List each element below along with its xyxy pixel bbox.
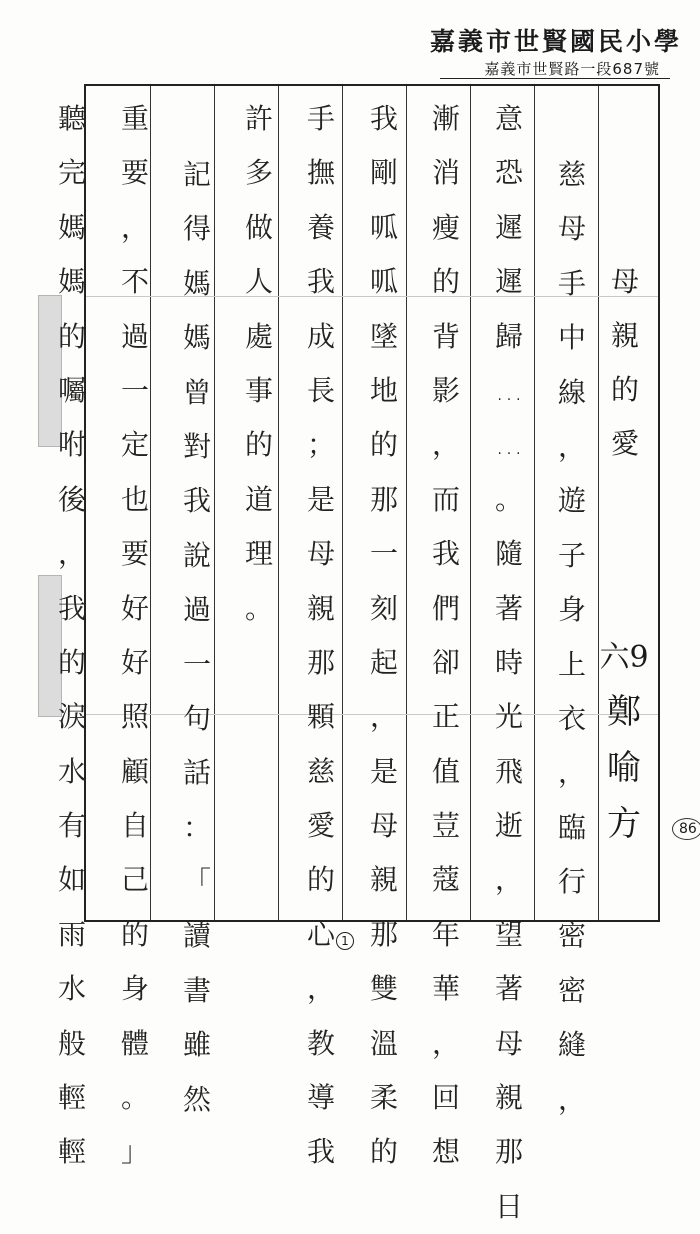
essay-character: 飛 bbox=[494, 754, 523, 788]
essay-character: 我 bbox=[431, 537, 460, 571]
essay-character: 日 bbox=[494, 1189, 523, 1223]
essay-character: … bbox=[495, 373, 523, 407]
essay-character: 過 bbox=[182, 593, 211, 627]
essay-character: 。 bbox=[244, 591, 273, 625]
essay-character: 們 bbox=[431, 591, 460, 625]
header-rule bbox=[440, 78, 670, 79]
essay-character: 瘦 bbox=[431, 210, 460, 244]
essay-character: 輕 bbox=[57, 1135, 86, 1169]
essay-character: 我 bbox=[57, 591, 86, 625]
essay-character: 那 bbox=[494, 1135, 523, 1169]
essay-character: 起 bbox=[369, 645, 398, 679]
essay-character: 人 bbox=[244, 265, 273, 299]
essay-character: 回 bbox=[431, 1081, 460, 1115]
essay-character: 媽 bbox=[182, 321, 211, 355]
class-label: 六9 bbox=[599, 640, 649, 675]
essay-character: 定 bbox=[120, 428, 149, 462]
essay-character: 一 bbox=[120, 373, 149, 407]
essay-character: 親 bbox=[369, 863, 398, 897]
essay-character: 衣 bbox=[557, 701, 586, 735]
essay-character: 的 bbox=[57, 645, 86, 679]
essay-character: 慈 bbox=[557, 158, 586, 191]
essay-character: 我 bbox=[182, 484, 211, 518]
essay-character: 許 bbox=[244, 102, 273, 135]
essay-character: ： bbox=[182, 810, 211, 844]
author-character: 鄭 bbox=[607, 692, 641, 732]
essay-character: 華 bbox=[431, 972, 460, 1006]
essay-character: 重 bbox=[120, 102, 149, 135]
essay-character: 遲 bbox=[494, 210, 523, 244]
essay-character: 多 bbox=[244, 156, 273, 190]
essay-character: 臨 bbox=[557, 810, 586, 844]
essay-character: 養 bbox=[306, 210, 335, 244]
essay-character: 呱 bbox=[369, 210, 398, 244]
essay-column bbox=[48, 92, 96, 1180]
essay-character: 照 bbox=[120, 700, 149, 734]
essay-character: 」 bbox=[120, 1135, 149, 1169]
essay-character: 撫 bbox=[306, 156, 335, 190]
essay-character: 的 bbox=[369, 1135, 398, 1169]
essay-character: 時 bbox=[494, 645, 523, 679]
essay-character: 正 bbox=[431, 700, 460, 734]
essay-character: 處 bbox=[244, 319, 273, 353]
essay-column bbox=[111, 92, 159, 1180]
essay-character: 母 bbox=[369, 809, 398, 843]
margin-note: 86 bbox=[672, 818, 700, 840]
essay-character: 著 bbox=[494, 972, 523, 1006]
essay-character: 柔 bbox=[369, 1081, 398, 1115]
essay-character: 上 bbox=[557, 647, 586, 681]
essay-character: 完 bbox=[57, 156, 86, 190]
essay-character: 縫 bbox=[557, 1028, 586, 1062]
essay-character: 事 bbox=[244, 373, 273, 407]
essay-character: ， bbox=[494, 863, 523, 897]
essay-character: 成 bbox=[306, 319, 335, 353]
essay-character: 我 bbox=[369, 102, 398, 135]
essay-character: 一 bbox=[369, 537, 398, 571]
essay-character: 的 bbox=[120, 917, 149, 951]
essay-character: 值 bbox=[431, 754, 460, 788]
essay-character: ， bbox=[431, 428, 460, 462]
essay-character: 媽 bbox=[57, 265, 86, 299]
essay-character: 記 bbox=[182, 158, 211, 191]
essay-character: 愛 bbox=[306, 809, 335, 843]
essay-character: 密 bbox=[557, 919, 586, 953]
school-header-title: 嘉義市世賢國民小學 bbox=[429, 27, 682, 56]
essay-character: 消 bbox=[431, 156, 460, 190]
essay-character: 的 bbox=[244, 428, 273, 462]
essay-character: ， bbox=[557, 1082, 586, 1116]
essay-character: 那 bbox=[369, 482, 398, 516]
essay-character: 書 bbox=[182, 973, 211, 1007]
essay-character: 慈 bbox=[306, 754, 335, 788]
essay-character: 的 bbox=[369, 428, 398, 462]
essay-character: 有 bbox=[57, 809, 86, 843]
essay-character: 想 bbox=[431, 1135, 460, 1169]
essay-column bbox=[360, 92, 408, 1180]
essay-character: 漸 bbox=[431, 102, 460, 135]
essay-character: 好 bbox=[120, 645, 149, 679]
title-character: 愛 bbox=[610, 427, 639, 460]
essay-character: ， bbox=[306, 972, 335, 1006]
essay-character: ， bbox=[369, 700, 398, 734]
essay-character: ， bbox=[120, 210, 149, 244]
essay-character: 聽 bbox=[57, 102, 86, 135]
essay-character: 要 bbox=[120, 156, 149, 190]
title-character: 親 bbox=[610, 319, 639, 352]
essay-character: 的 bbox=[306, 863, 335, 897]
essay-character: 長 bbox=[306, 373, 335, 407]
essay-character: 荳 bbox=[431, 809, 460, 843]
essay-character: 子 bbox=[557, 538, 586, 572]
essay-character: 曾 bbox=[182, 375, 211, 409]
essay-character: 親 bbox=[494, 1081, 523, 1115]
essay-character: ， bbox=[557, 756, 586, 790]
essay-character: 得 bbox=[182, 212, 211, 246]
essay-character: 體 bbox=[120, 1026, 149, 1060]
essay-character: 做 bbox=[244, 210, 273, 244]
essay-character: ， bbox=[557, 429, 586, 463]
essay-character: 輕 bbox=[57, 1081, 86, 1115]
essay-character: 囑 bbox=[57, 373, 86, 407]
essay-character: 望 bbox=[494, 917, 523, 951]
essay-character: 影 bbox=[431, 373, 460, 407]
essay-character: 身 bbox=[120, 972, 149, 1006]
essay-character: 密 bbox=[557, 973, 586, 1007]
essay-character: 不 bbox=[120, 265, 149, 299]
essay-character: 後 bbox=[57, 482, 86, 516]
essay-character: 好 bbox=[120, 591, 149, 625]
essay-character: 光 bbox=[494, 700, 523, 734]
essay-character: 己 bbox=[120, 863, 149, 897]
essay-character: 淚 bbox=[57, 700, 86, 734]
essay-character: 說 bbox=[182, 538, 211, 572]
essay-title-column bbox=[601, 255, 649, 471]
essay-character: 線 bbox=[557, 375, 586, 409]
essay-character: 母 bbox=[557, 212, 586, 246]
essay-character: 要 bbox=[120, 537, 149, 571]
essay-character: 對 bbox=[182, 429, 211, 463]
essay-character: 。 bbox=[120, 1081, 149, 1115]
essay-character: 剛 bbox=[369, 156, 398, 190]
grid-column-line bbox=[534, 86, 535, 920]
essay-character: 呱 bbox=[369, 265, 398, 299]
author-character: 方 bbox=[607, 804, 641, 844]
essay-character: 手 bbox=[306, 102, 335, 135]
essay-character: 雖 bbox=[182, 1028, 211, 1062]
essay-character: 那 bbox=[369, 917, 398, 951]
essay-character: 是 bbox=[306, 482, 335, 516]
essay-character: 隨 bbox=[494, 537, 523, 571]
class-author-column bbox=[596, 632, 652, 852]
author-character: 喻 bbox=[607, 748, 641, 788]
essay-column bbox=[173, 148, 221, 1127]
essay-character: 水 bbox=[57, 754, 86, 788]
essay-character: … bbox=[495, 428, 523, 462]
essay-character: 地 bbox=[369, 373, 398, 407]
essay-character: 手 bbox=[557, 266, 586, 300]
essay-character: 顆 bbox=[306, 700, 335, 734]
title-character: 的 bbox=[610, 373, 639, 406]
essay-character: 那 bbox=[306, 645, 335, 679]
essay-column bbox=[235, 92, 283, 636]
essay-character: 我 bbox=[306, 265, 335, 299]
essay-character: 句 bbox=[182, 701, 211, 735]
essay-character: 意 bbox=[494, 102, 523, 135]
author-name bbox=[607, 684, 641, 852]
essay-character: 我 bbox=[306, 1135, 335, 1169]
grid-column-line bbox=[470, 86, 471, 920]
essay-character: 水 bbox=[57, 972, 86, 1006]
essay-character: 著 bbox=[494, 591, 523, 625]
essay-character: 道 bbox=[244, 482, 273, 516]
essay-character: 遊 bbox=[557, 484, 586, 518]
essay-character: 讀 bbox=[182, 919, 211, 953]
essay-character: 也 bbox=[120, 482, 149, 516]
essay-character: 理 bbox=[244, 537, 273, 571]
essay-character: 行 bbox=[557, 865, 586, 899]
essay-character: ， bbox=[431, 1026, 460, 1060]
essay-character: 教 bbox=[306, 1026, 335, 1060]
essay-character: 中 bbox=[557, 321, 586, 355]
essay-character: 歸 bbox=[494, 319, 523, 353]
essay-character: 顧 bbox=[120, 754, 149, 788]
essay-character: 然 bbox=[182, 1082, 211, 1116]
essay-character: 咐 bbox=[57, 428, 86, 462]
school-address: 嘉義市世賢路一段687號 bbox=[484, 60, 660, 78]
essay-character: 墜 bbox=[369, 319, 398, 353]
essay-character: 卻 bbox=[431, 645, 460, 679]
page-number: 1 bbox=[336, 932, 354, 950]
title-character: 母 bbox=[610, 265, 639, 298]
essay-character: 過 bbox=[120, 319, 149, 353]
essay-column bbox=[422, 92, 470, 1180]
essay-character: 母 bbox=[306, 537, 335, 571]
essay-column bbox=[297, 92, 345, 1180]
essay-character: 溫 bbox=[369, 1026, 398, 1060]
essay-character: 自 bbox=[120, 809, 149, 843]
essay-character: 親 bbox=[306, 591, 335, 625]
essay-character: 背 bbox=[431, 319, 460, 353]
essay-character: 年 bbox=[431, 917, 460, 951]
essay-character: 般 bbox=[57, 1026, 86, 1060]
essay-character: 蔻 bbox=[431, 863, 460, 897]
essay-character: ， bbox=[57, 537, 86, 571]
essay-character: 。 bbox=[494, 482, 523, 516]
essay-character: 的 bbox=[431, 265, 460, 299]
essay-character: 遲 bbox=[494, 265, 523, 299]
essay-character: 如 bbox=[57, 863, 86, 897]
essay-character: 的 bbox=[57, 319, 86, 353]
essay-character: 刻 bbox=[369, 591, 398, 625]
essay-column bbox=[485, 92, 533, 1234]
essay-character: ； bbox=[306, 428, 335, 462]
essay-character: 話 bbox=[182, 756, 211, 790]
essay-character: 是 bbox=[369, 754, 398, 788]
essay-character: 逝 bbox=[494, 809, 523, 843]
essay-character: 身 bbox=[557, 593, 586, 627]
essay-character: 雙 bbox=[369, 972, 398, 1006]
essay-character: 恐 bbox=[494, 156, 523, 190]
essay-character: 媽 bbox=[182, 266, 211, 300]
essay-character: 導 bbox=[306, 1081, 335, 1115]
essay-character: 一 bbox=[182, 647, 211, 681]
essay-character: 母 bbox=[494, 1026, 523, 1060]
essay-character: 雨 bbox=[57, 917, 86, 951]
essay-character: 心 bbox=[306, 917, 335, 951]
essay-column bbox=[548, 148, 596, 1127]
essay-character: 媽 bbox=[57, 210, 86, 244]
essay-character: 「 bbox=[182, 865, 211, 899]
essay-character: 而 bbox=[431, 482, 460, 516]
